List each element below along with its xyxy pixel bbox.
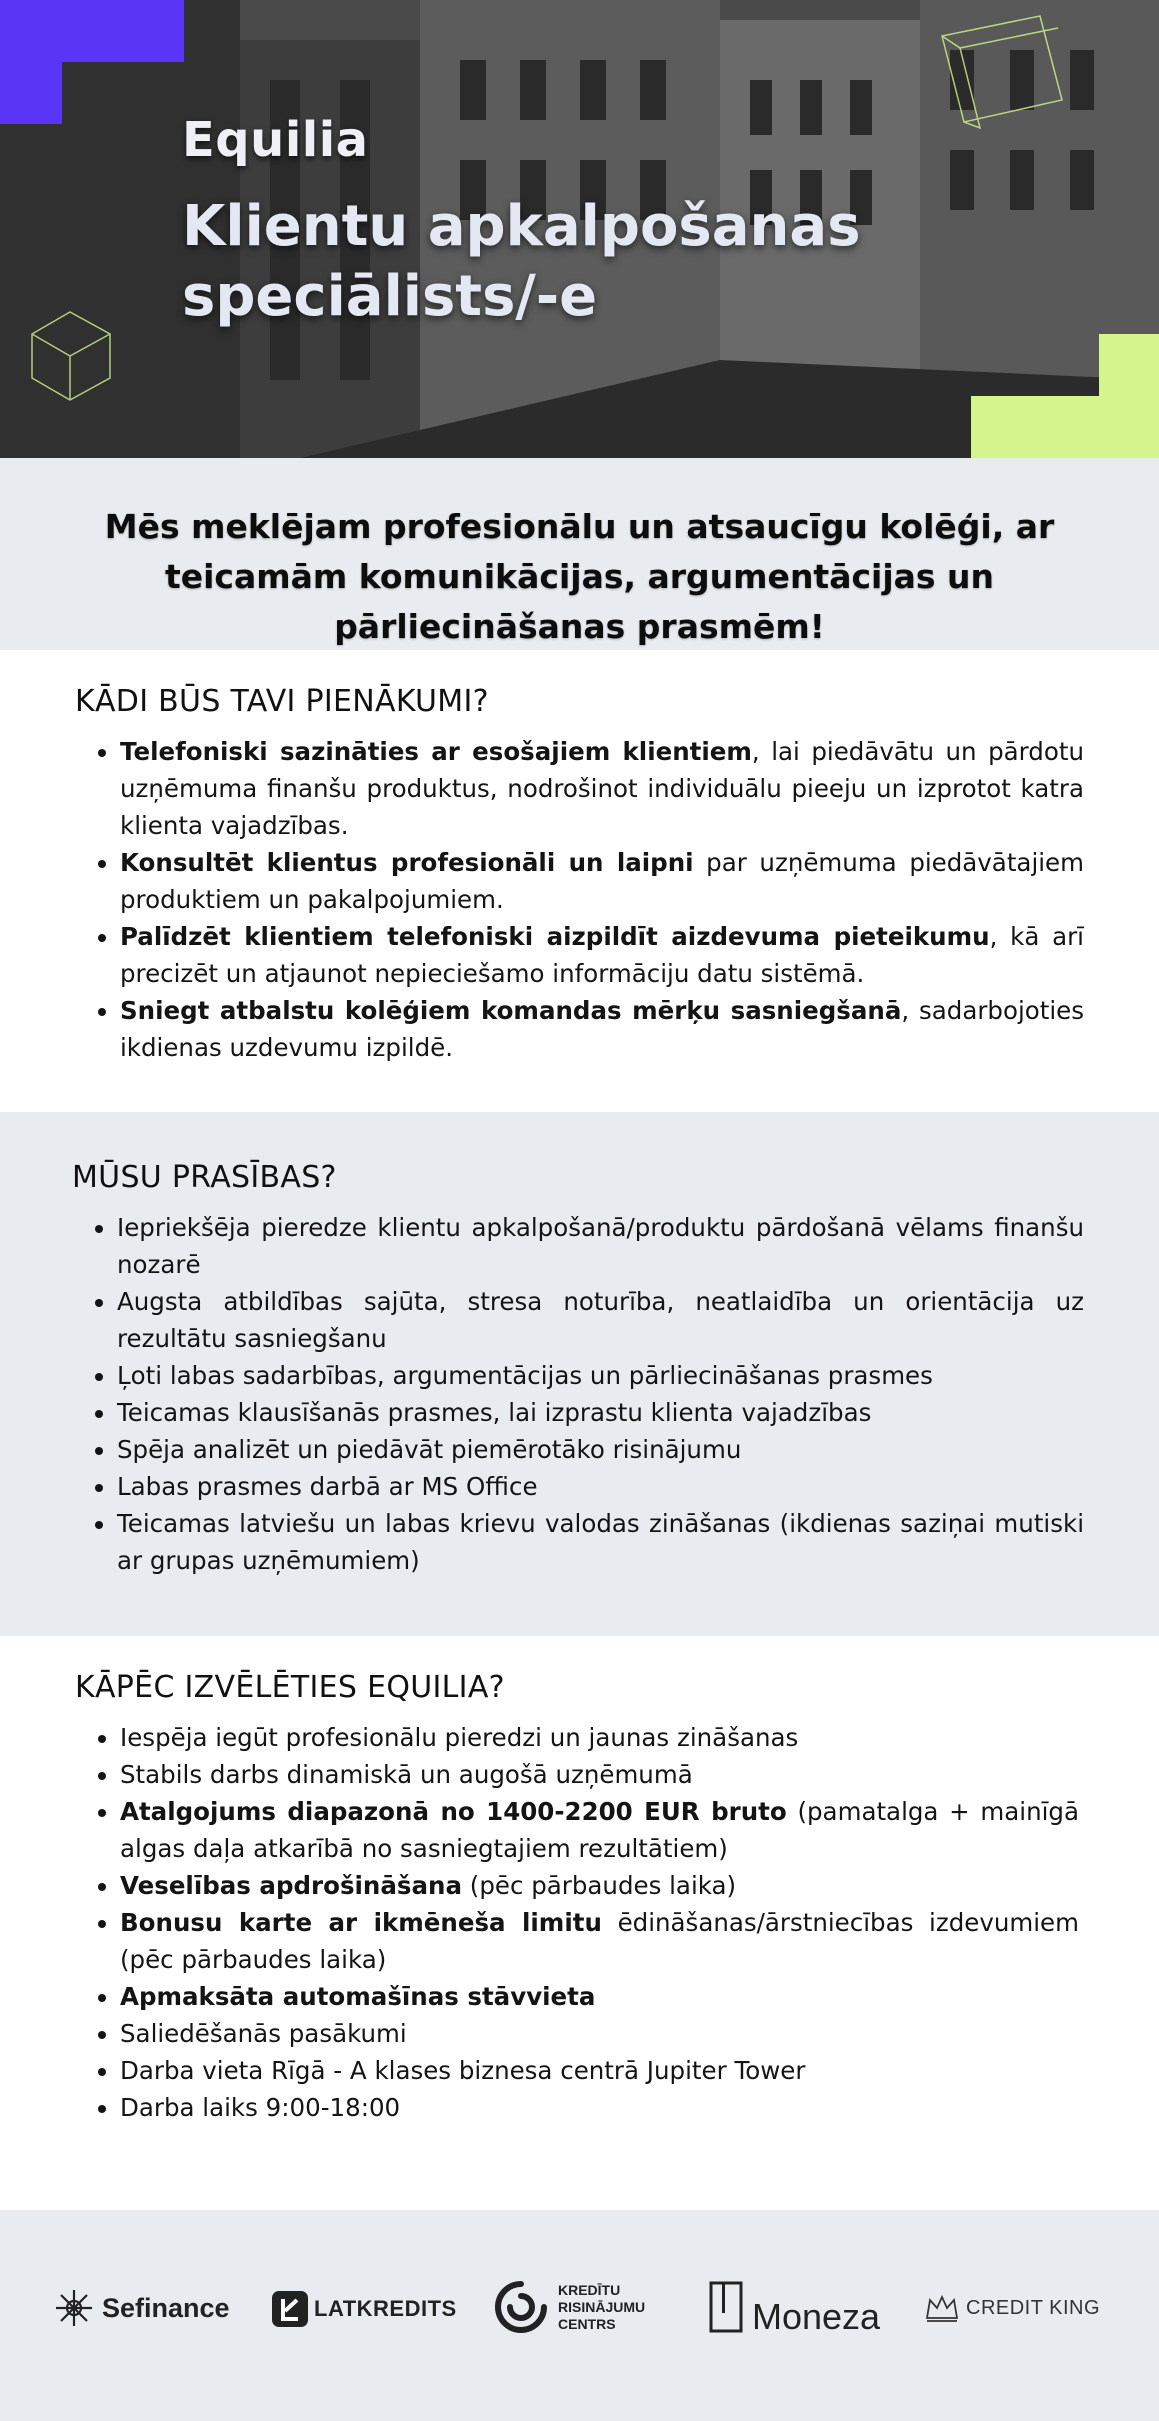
purple-accent-block [0, 0, 184, 62]
duties-section [0, 650, 1159, 1112]
list-item [120, 733, 1084, 844]
list-item: • Teicamas klausīšanās prasmes, lai izprastu klienta vajadzības [117, 1394, 1084, 1431]
sefinance-icon [54, 2288, 94, 2328]
list-item: • Ļoti labas sadarbības, argumentācijas un pārliecināšanas prasmes [117, 1357, 1084, 1394]
item-bold-text: Apmaksāta automašīnas stāvvieta [120, 1982, 596, 2011]
list-item [120, 1978, 1079, 2015]
duties-heading: KĀDI BŪS TAVI PIENĀKUMI? [75, 684, 489, 719]
duties-list [75, 733, 1084, 1066]
moneza-icon [708, 2280, 744, 2334]
list-item [120, 1719, 1079, 1756]
list-item [120, 2089, 1079, 2126]
item-bold-text: Veselības apdrošināšana [120, 1871, 462, 1900]
job-title: Klientu apkalpošanas speciālists/-e [182, 194, 861, 329]
logo-text: Sefinance [102, 2292, 230, 2323]
logo-text-line: KREDĪTU [558, 2281, 621, 2298]
item-text: (pēc pārbaudes laika) [461, 1871, 737, 1900]
lime-accent-block [971, 396, 1159, 458]
benefits-section [0, 1636, 1159, 2210]
list-item: • Teicamas latviešu un labas krievu valodas zināšanas (ikdienas saziņai mutiski ar grupas uzņēmumiem) [117, 1505, 1084, 1579]
item-text: (pamatalga + mainīgā algas daļa atkarībā no sasniegtajiem rezultātiem) [120, 1797, 1079, 1863]
item-bold-text: Atalgojums diapazonā no 1400-2200 EUR bruto [120, 1797, 787, 1826]
item-text: Darba vieta Rīgā - A klases biznesa centrā Jupiter Tower [120, 2056, 806, 2085]
intro-banner [0, 458, 1159, 650]
latkredits-logo [272, 2291, 457, 2327]
benefits-heading: KĀPĒC IZVĒLĒTIES EQUILIA? [75, 1670, 505, 1705]
moneza-logo [708, 2276, 880, 2338]
logo-text: Moneza [752, 2296, 881, 2337]
list-item: • Iepriekšēja pieredze klientu apkalpošanā/produktu pārdošanā vēlams finanšu nozarē [117, 1209, 1084, 1283]
latkredits-icon [272, 2291, 308, 2327]
item-text: , lai piedāvātu un pārdotu uzņēmuma finanšu produktus, nodrošinot individuālu pieeju un izprotot katra klienta vajadzības. [120, 737, 1084, 840]
item-text: , kā arī precizēt un atjaunot nepieciešamo informāciju datu sistēmā. [120, 922, 1084, 988]
list-item [120, 844, 1084, 918]
requirements-section [0, 1112, 1159, 1636]
crown-icon [924, 2294, 960, 2322]
requirements-heading: MŪSU PRASĪBAS? [72, 1160, 337, 1195]
krc-icon [492, 2278, 550, 2336]
item-text: Stabils darbs dinamiskā un augošā uzņēmumā [120, 1760, 693, 1789]
list-item: • Augsta atbildības sajūta, stresa noturība, neatlaidība un orientācija uz rezultātu sasniegšanu [117, 1283, 1084, 1357]
krc-logo [492, 2278, 645, 2336]
list-item [120, 1867, 1079, 1904]
company-brand: Equilia [182, 112, 369, 168]
sefinance-logo [54, 2288, 230, 2328]
purple-accent-block [0, 62, 62, 124]
logo-text: CREDIT KING [966, 2296, 1101, 2319]
credit-king-logo [924, 2294, 1100, 2322]
list-item: • Labas prasmes darbā ar MS Office [117, 1468, 1084, 1505]
item-bold-text: Sniegt atbalstu kolēģiem komandas mērķu sasniegšanā [120, 996, 902, 1025]
benefits-list [75, 1719, 1079, 2126]
list-item [120, 1793, 1079, 1867]
logo-text: LATKREDITS [314, 2296, 457, 2321]
item-text: Saliedēšanās pasākumi [120, 2019, 407, 2048]
logo-text-line: CENTRS [558, 2315, 616, 2332]
item-bold-text: Konsultēt klientus profesionāli un laipni [120, 848, 694, 877]
item-text: ēdināšanas/ārstniecības izdevumiem (pēc pārbaudes laika) [120, 1908, 1079, 1974]
item-text: Iespēja iegūt profesionālu pieredzi un jaunas zināšanas [120, 1723, 799, 1752]
list-item: • Spēja analizēt un piedāvāt piemērotāko risinājumu [117, 1431, 1084, 1468]
list-item [120, 2015, 1079, 2052]
item-bold-text: Palīdzēt klientiem telefoniski aizpildīt aizdevuma pieteikumu [120, 922, 990, 951]
list-item [120, 918, 1084, 992]
item-text: par uzņēmuma piedāvātajiem produktiem un pakalpojumiem. [120, 848, 1084, 914]
list-item [120, 1756, 1079, 1793]
intro-text: Mēs meklējam profesionālu un atsaucīgu kolēģi, ar teicamām komunikācijas, argumentācijas un pārliecināšanas prasmēm! [104, 507, 1055, 646]
list-item [120, 992, 1084, 1066]
item-text: , sadarbojoties ikdienas uzdevumu izpildē. [120, 996, 1084, 1062]
item-text: Darba laiks 9:00-18:00 [120, 2093, 401, 2122]
hero-banner [0, 0, 1159, 458]
logo-text-line: RISINĀJUMU [558, 2298, 646, 2315]
item-bold-text: Bonusu karte ar ikmēneša limitu [120, 1908, 602, 1937]
list-item [120, 1904, 1079, 1978]
partner-logos-footer [0, 2210, 1159, 2421]
list-item [120, 2052, 1079, 2089]
requirements-list [72, 1209, 1084, 1579]
item-bold-text: Telefoniski sazināties ar esošajiem klientiem [120, 737, 752, 766]
